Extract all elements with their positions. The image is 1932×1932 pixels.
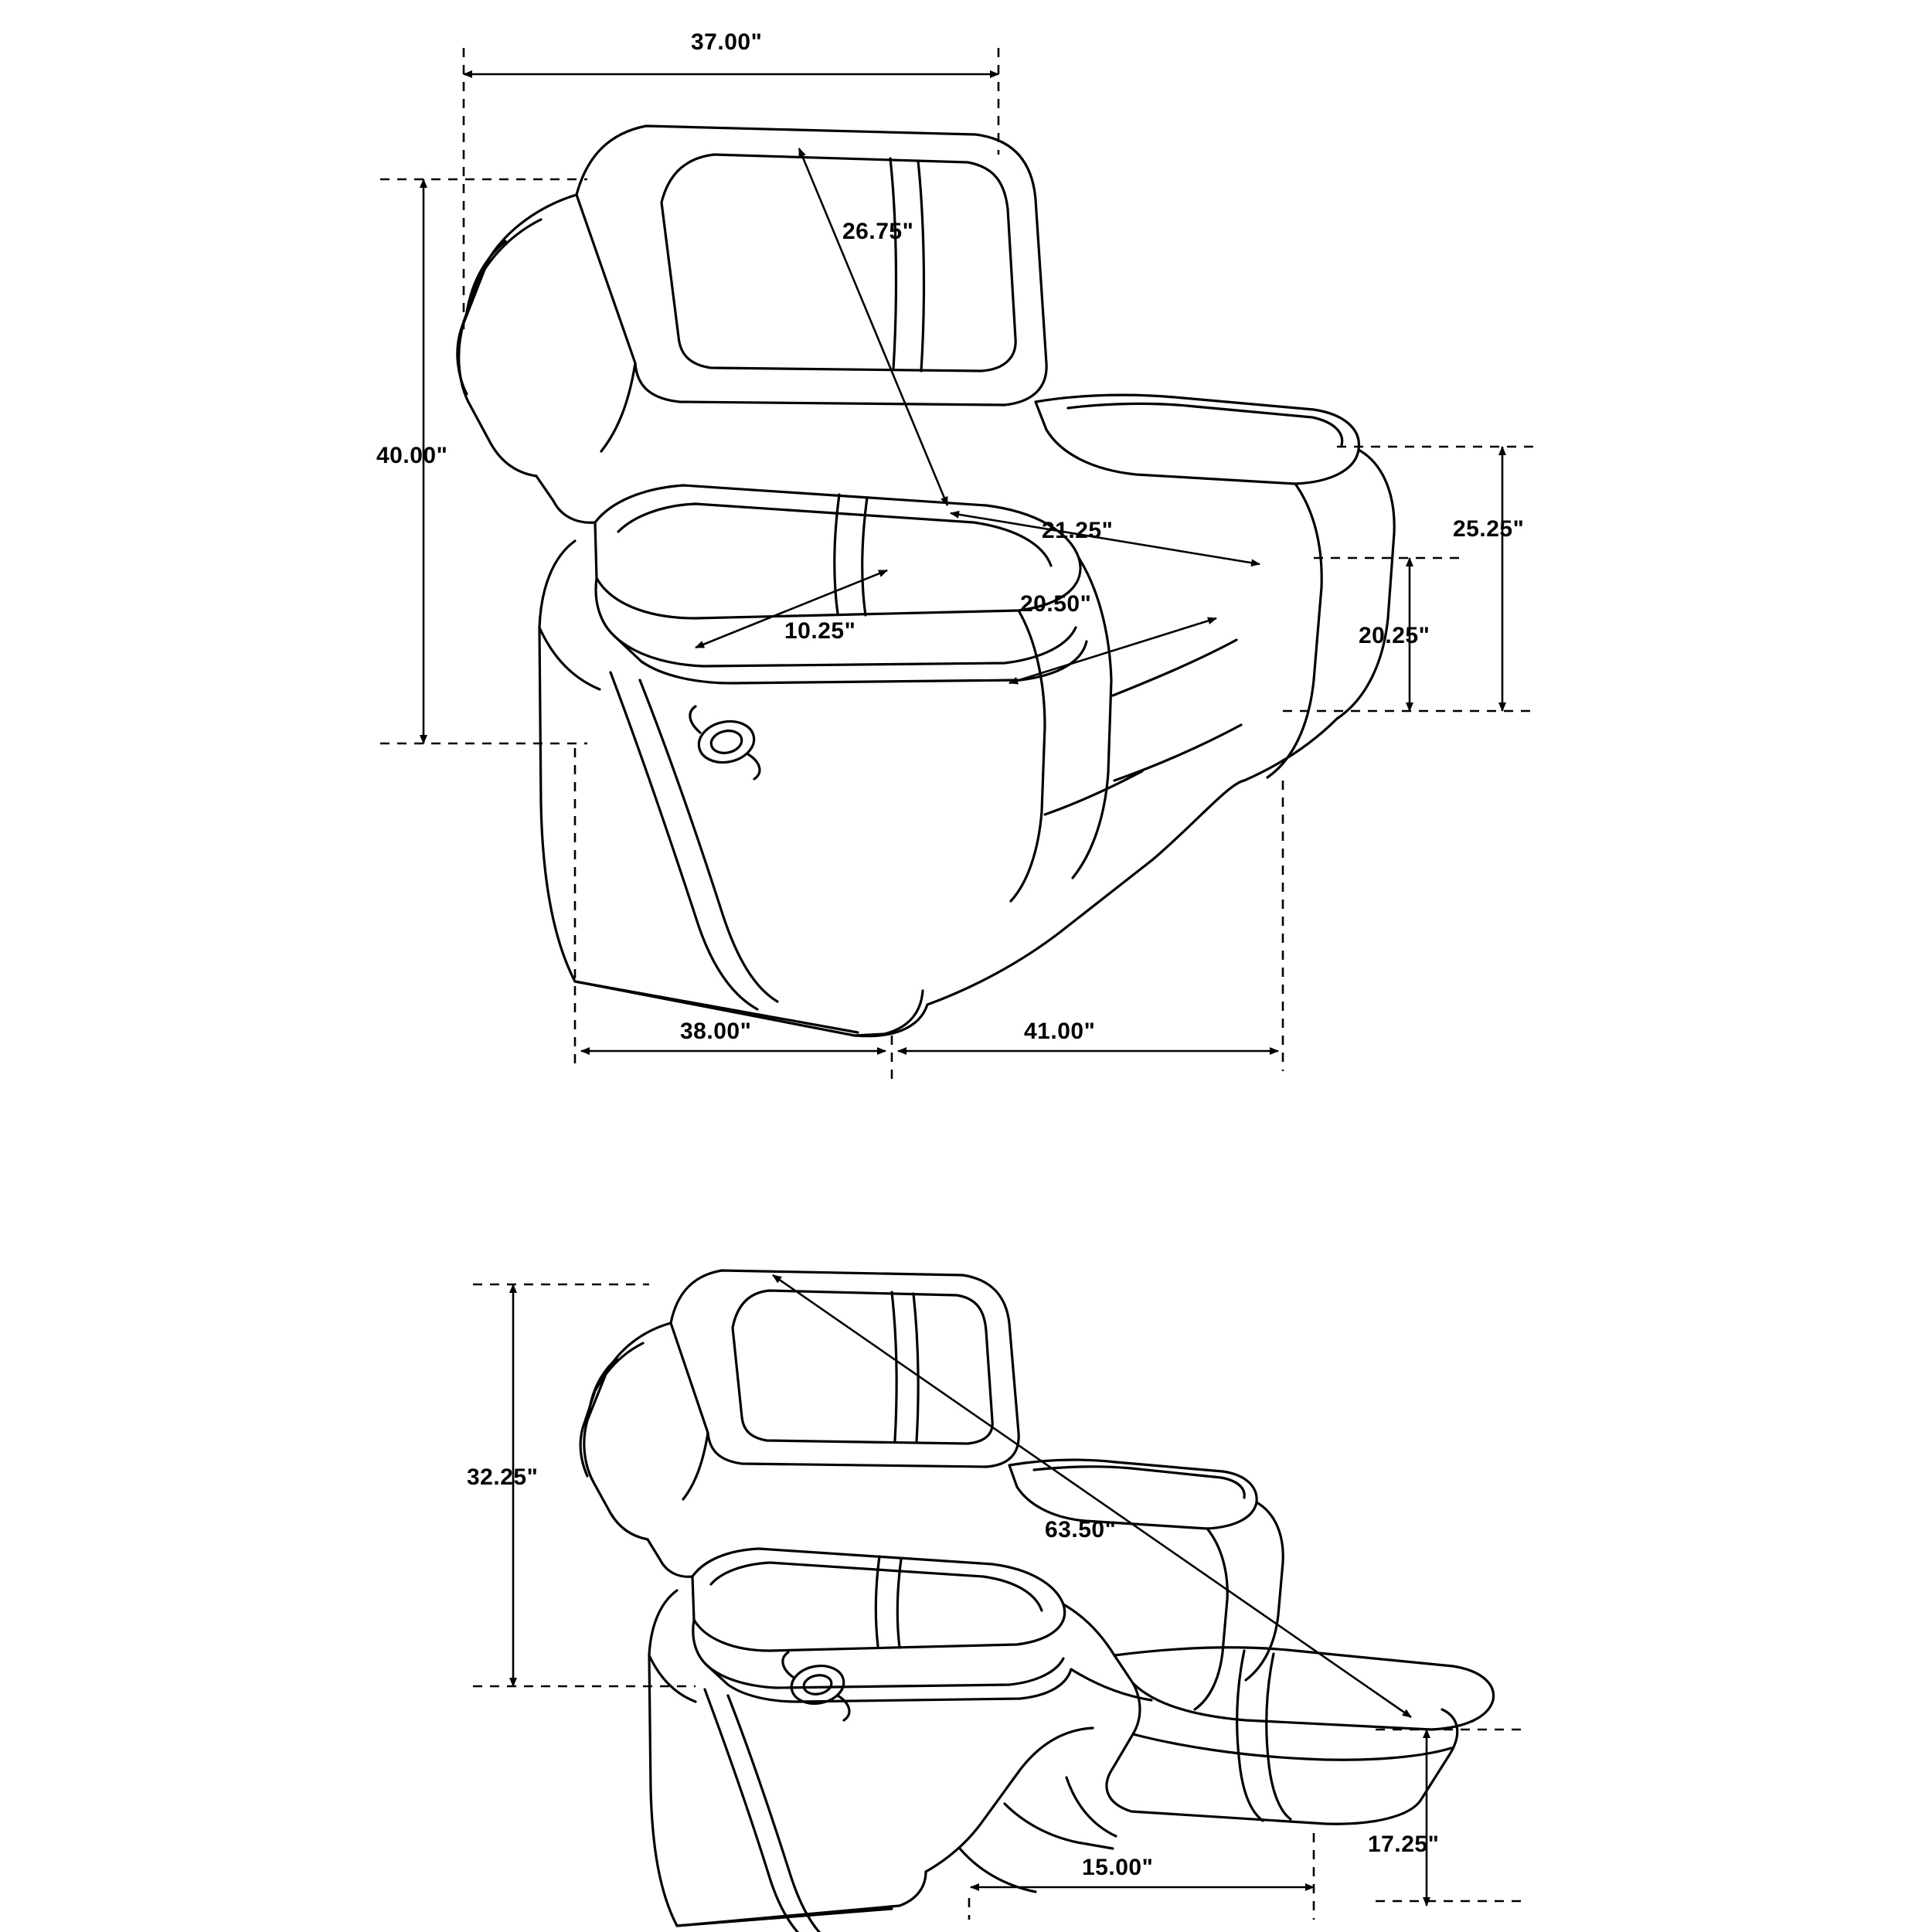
dim-label-reclined-height: 32.25" (467, 1464, 539, 1490)
dim-label-back-height: 26.75" (842, 219, 914, 244)
dim-label-seat-width: 21.25" (1042, 518, 1114, 543)
dimline-2675 (799, 148, 947, 505)
dim-label-arm-height: 25.25" (1453, 516, 1525, 542)
dim-label-reclined-length: 63.50" (1045, 1517, 1117, 1543)
dim-label-seat-height: 20.25" (1359, 623, 1430, 648)
dim-label-width-top: 37.00" (691, 29, 763, 55)
dimline-2050 (1009, 618, 1216, 683)
dim-label-clearance: 15.00" (1082, 1855, 1154, 1880)
chair-reclined-illustration (580, 1270, 1493, 1932)
dim-label-arm-width: 10.25" (784, 618, 856, 644)
dim-label-depth-left: 38.00" (680, 1019, 752, 1044)
dimline-6350 (773, 1275, 1411, 1717)
chair-upright-illustration (457, 126, 1394, 1036)
dim-label-footrest-height: 17.25" (1368, 1832, 1440, 1857)
dim-label-depth-right: 41.00" (1024, 1019, 1096, 1044)
dim-label-overall-height: 40.00" (376, 443, 448, 468)
dim-label-seat-depth: 20.50" (1020, 591, 1092, 617)
